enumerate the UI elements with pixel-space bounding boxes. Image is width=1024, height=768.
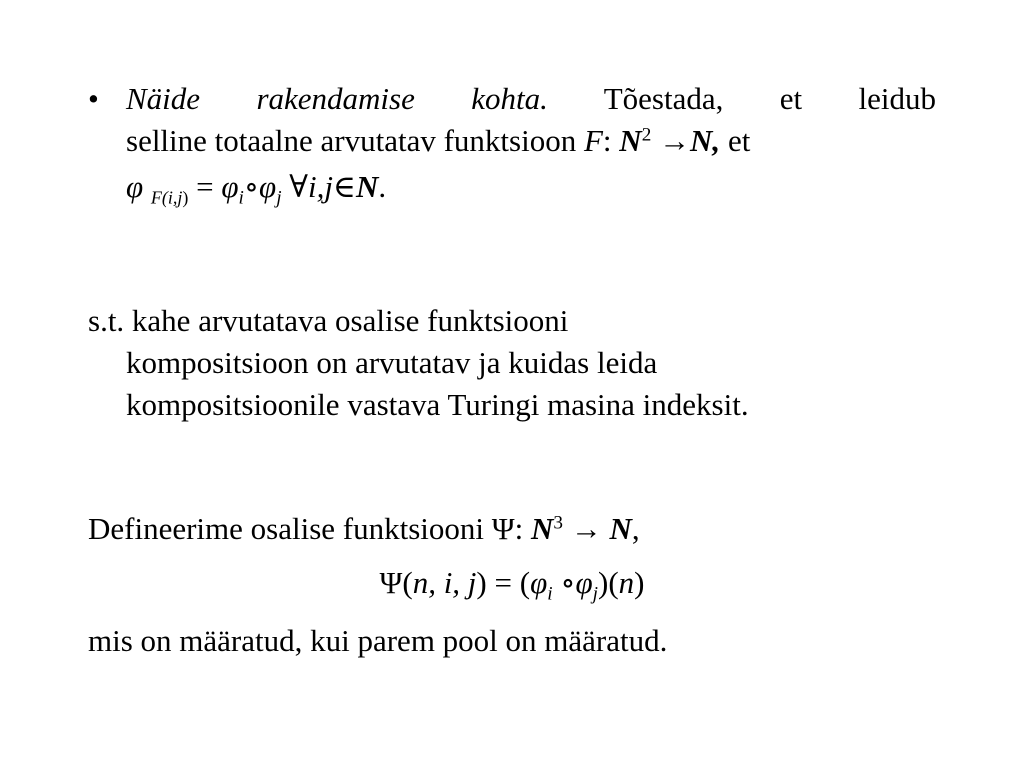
arg-n: n <box>618 565 635 600</box>
compose-symbol: ∘ <box>560 565 576 600</box>
et-word: et <box>727 123 751 159</box>
close-open: )( <box>598 565 619 600</box>
sub-close: ) <box>182 187 189 208</box>
in-symbol: ∈ <box>332 169 356 205</box>
conclusion-text: mis on määratud, kui parem pool on määratud. <box>88 623 668 658</box>
comma: , <box>631 511 640 546</box>
phi-j: φ <box>259 169 277 205</box>
arrow-symbol: → <box>659 123 691 159</box>
equals-sign: = <box>196 169 214 205</box>
bullet-line-1 <box>88 78 936 120</box>
psi-args: n, i, j <box>412 565 477 600</box>
phi-j: φ <box>575 565 593 600</box>
definition-text: Defineerime osalise funktsiooni <box>88 511 485 546</box>
power-3: 3 <box>553 512 564 534</box>
naturals-N: N <box>619 123 642 159</box>
ij-vars: i,j <box>308 169 333 205</box>
psi-symbol: Ψ <box>491 511 515 546</box>
sub-i: i <box>547 583 553 605</box>
phi-symbol: φ <box>126 169 144 205</box>
bullet-line-2 <box>88 120 936 162</box>
colon: : <box>602 123 612 159</box>
bullet-paragraph <box>88 78 936 210</box>
open-paren: ( <box>402 565 413 600</box>
definition-paragraph <box>88 508 968 550</box>
psi-formula <box>88 562 936 604</box>
sub-ij: i,j <box>167 187 183 208</box>
power-2: 2 <box>641 124 652 146</box>
colon: : <box>514 511 524 546</box>
arrow-symbol: → <box>570 511 602 546</box>
conclusion-paragraph <box>88 620 968 662</box>
close-paren: ) <box>634 565 645 600</box>
sub-j: j <box>276 188 282 210</box>
sub-i: i <box>238 188 244 210</box>
function-description: selline totaalne arvutatav funktsioon <box>126 123 577 159</box>
forall-symbol: ∀ <box>289 169 308 205</box>
bullet-line-1-text <box>126 78 936 120</box>
function-F: F <box>583 123 603 159</box>
formula-phi-composition <box>88 166 936 210</box>
example-heading: Näide rakendamise kohta. <box>126 81 548 116</box>
explanation-line-2: kompositsioon on arvutatav ja kuidas leida <box>126 345 658 381</box>
naturals-N-target: N, <box>690 123 721 159</box>
sub-j: j <box>592 583 599 605</box>
phi-i: φ <box>530 565 548 600</box>
explanation-paragraph <box>88 300 1006 426</box>
explanation-line-1: s.t. kahe arvutatava osalise funktsiooni <box>88 303 569 338</box>
close-eq: ) = ( <box>476 565 531 600</box>
sub-F: F( <box>150 187 168 208</box>
phi-i: φ <box>221 169 239 205</box>
psi-symbol: Ψ <box>379 565 403 600</box>
phi-subscript <box>151 188 188 208</box>
naturals-N-target: N <box>609 511 632 546</box>
task-text: Tõestada, et leidub <box>603 81 937 116</box>
naturals-N-set: N <box>355 169 379 205</box>
naturals-N: N <box>531 511 554 546</box>
explanation-line-3: kompositsioonile vastava Turingi masina indeksit. <box>126 387 749 423</box>
compose-symbol: ∘ <box>243 169 260 205</box>
bullet-symbol: • <box>88 81 99 116</box>
period: . <box>378 169 387 205</box>
